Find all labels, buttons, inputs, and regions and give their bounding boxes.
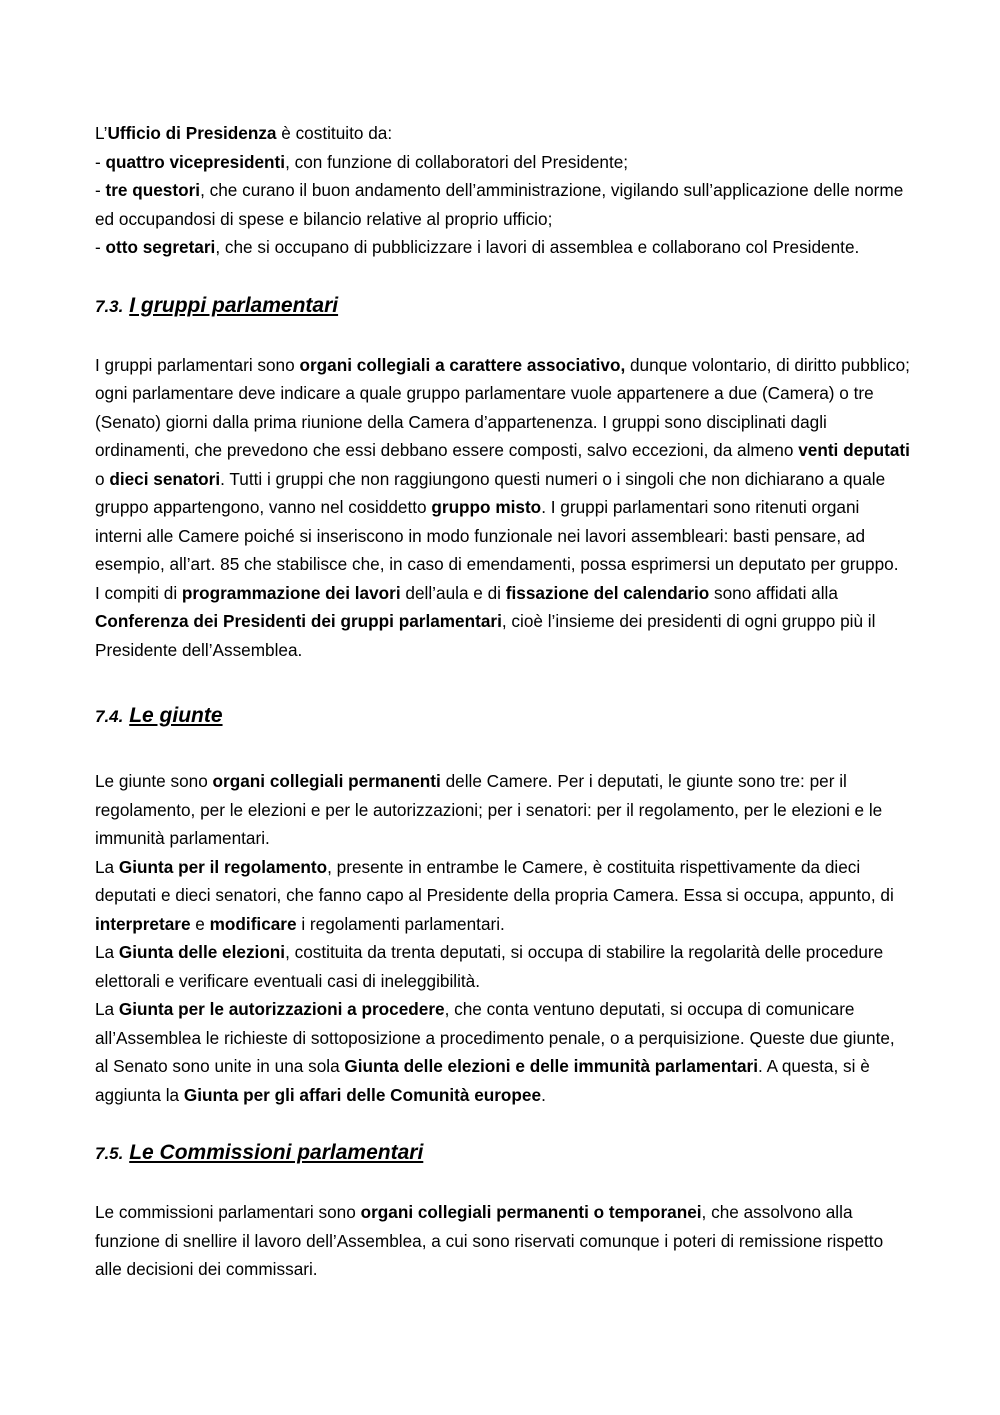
document-page: [95, 119, 910, 1284]
section-heading-7-5: [95, 1139, 910, 1168]
section-body-7-5: [95, 1198, 910, 1284]
intro-line-4: - otto segretari, che si occupano di pubblicizzare i lavori di assemblea e collaborano col Presidente.: [95, 237, 860, 257]
section-body-7-4: [95, 767, 910, 1109]
intro-line-1: L’Ufficio di Presidenza è costituito da:: [95, 123, 393, 143]
section-title: Le Commissioni parlamentari: [129, 1141, 424, 1164]
section-heading-7-3: [95, 292, 910, 321]
section-number: 7.5.: [95, 1144, 124, 1163]
intro-line-3: - tre questori, che curano il buon andamento dell’amministrazione, vigilando sull’applicazione delle norme ed occupandosi di spese e bilancio relative al proprio ufficio;: [95, 180, 904, 229]
paragraph: Le giunte sono organi collegiali permanenti delle Camere. Per i deputati, le giunte sono tre: per il regolamento, per le elezioni e per le autorizzazioni; per i senatori: per il regolamento, per le elezioni e le immunità parlamentari.: [95, 771, 883, 848]
section-heading-7-4: [95, 702, 910, 731]
section-body-7-3: [95, 351, 910, 665]
section-title: Le giunte: [129, 704, 223, 727]
paragraph: La Giunta delle elezioni, costituita da trenta deputati, si occupa di stabilire la regolarità delle procedure elettorali e verificare eventuali casi di ineleggibilità.: [95, 942, 884, 991]
section-number: 7.3.: [95, 296, 124, 316]
paragraph: La Giunta per il regolamento, presente in entrambe le Camere, è costituita rispettivamente da dieci deputati e dieci senatori, che fanno capo al Presidente della propria Camera. Essa si occupa, appunto, di interpretare e modificare i regolamenti parlamentari.: [95, 856, 894, 934]
intro-line-2: - quattro vicepresidenti, con funzione di collaboratori del Presidente;: [95, 151, 629, 172]
paragraph: La Giunta per le autorizzazioni a procedere, che conta ventuno deputati, si occupa di comunicare all’Assemblea le richieste di sottoposizione a procedimento penale, o a perquisizione. Queste due giunte, al Senato sono unite in una sola Giunta delle elezioni e delle immunità parlamentari. A questa, si è aggiunta la Giunta per gli affari delle Comunità europee.: [95, 999, 895, 1105]
intro-block: [95, 119, 910, 262]
paragraph: Le commissioni parlamentari sono organi collegiali permanenti o temporanei, che assolvono alla funzione di snellire il lavoro dell’Assemblea, a cui sono riservati comunque i poteri di remissione rispetto alle decisioni dei commissari.: [95, 1202, 884, 1279]
section-number: 7.4.: [95, 707, 124, 726]
section-title: I gruppi parlamentari: [129, 293, 339, 317]
paragraph: I gruppi parlamentari sono organi collegiali a carattere associativo, dunque volontario, di diritto pubblico; ogni parlamentare deve indicare a quale gruppo parlamentare vuole appartenere a due (Camera) o tre (Senato) giorni dalla prima riunione della Camera d’appartenenza. I gruppi sono disciplinati dagli ordinamenti, che prevedono che essi debbano essere composti, salvo eccezioni, da almeno venti deputati o dieci senatori. Tutti i gruppi che non raggiungono questi numeri o i singoli che non dichiarano a quale gruppo appartengono, vanno nel cosiddetto gruppo misto. I gruppi parlamentari sono ritenuti organi interni alle Camere poiché si inseriscono in modo funzionale nei lavori assembleari: basti pensare, ad esempio, all’art. 85 che stabilisce che, in caso di emendamenti, possa esprimersi un deputato per gruppo.: [95, 354, 910, 574]
paragraph: I compiti di programmazione dei lavori dell’aula e di fissazione del calendario sono affidati alla Conferenza dei Presidenti dei gruppi parlamentari, cioè l’insieme dei presidenti di ogni gruppo più il Presidente dell’Assemblea.: [95, 582, 876, 660]
